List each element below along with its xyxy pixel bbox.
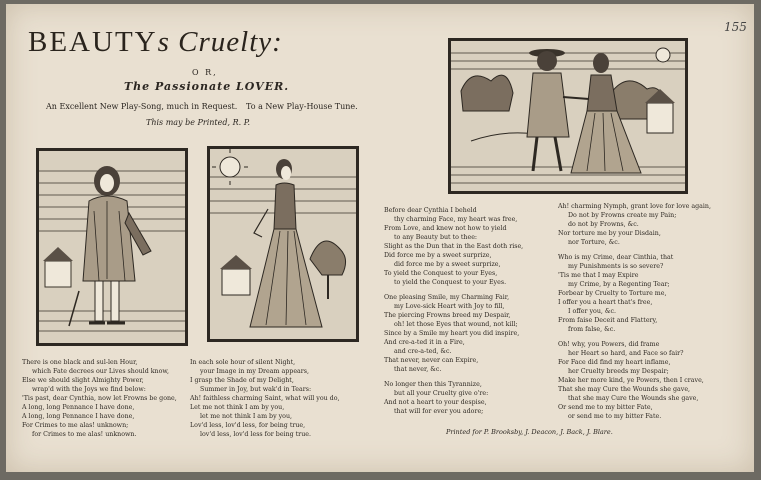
verse-line: let me not think I am by you, <box>200 413 293 420</box>
verse-line: That never, never can Expire, <box>384 357 479 364</box>
broadside-sheet <box>6 4 754 472</box>
verse-line: Did force me by a sweet surprize, <box>384 252 492 259</box>
verse-line: Slight as the Dun that in the East doth rise, <box>384 243 524 250</box>
verse-line: In each sole hour of silent Night, <box>190 359 296 366</box>
verse-line: did force me by a sweet surprize, <box>394 261 501 268</box>
title-rest: s Cruelty: <box>157 26 283 58</box>
verse-column-4 <box>558 202 754 421</box>
verse-line: Ah! faithless charming Saint, what will you do, <box>190 395 340 402</box>
verse-column-3 <box>384 206 552 416</box>
verse-line: Else we should slight Almighty Power, <box>22 377 144 384</box>
verse-line: Lov'd less, lov'd less, for being true, <box>190 422 306 429</box>
verse-line: I grasp the Shade of my Delight, <box>190 377 294 384</box>
verse-line: From faise Deceit and Flattery, <box>558 317 658 324</box>
verse-column-2 <box>190 358 350 439</box>
printer-imprint: Printed for P. Brooksby, J. Deacon, J. Back, J. Blare. <box>446 428 613 436</box>
verse-line: No longer then this Tyrannize, <box>384 381 482 388</box>
verse-column-1 <box>22 358 187 439</box>
verse-line: Or send me to my bitter Fate, <box>558 404 653 411</box>
verse-line: which Fate decrees our Lives should know, <box>32 368 170 375</box>
license-line: This may be Printed, R. P. <box>146 118 250 127</box>
verse-line: 'Tis past, dear Cynthia, now let Frowns be gone, <box>22 395 177 402</box>
verse-line: There is one black and sul-len Hour, <box>22 359 138 366</box>
verse-line: to yield the Conquest to your Eyes. <box>394 279 507 286</box>
woodcut-lady <box>207 146 359 342</box>
verse-line: Since by a Smile my heart you did inspire, <box>384 330 520 337</box>
verse-line: her Heart so hard, and Face so fair? <box>568 350 684 357</box>
verse-line: From Love, and knew not how to yield <box>384 225 507 232</box>
or-line: O R, <box>192 68 218 77</box>
verse-line: my Crime, by a Regenting Tear; <box>568 281 670 288</box>
verse-line: Nor torture me by your Disdain, <box>558 230 661 237</box>
verse-line: nor Torture, &c. <box>568 239 620 246</box>
verse-line: that she may Cure the Wounds she gave, <box>568 395 699 402</box>
verse-line: A long, long Pennance I have done, <box>22 404 135 411</box>
verse-line: To yield the Conquest to your Eyes, <box>384 270 498 277</box>
verse-line: 'Tis me that I may Expire <box>558 272 639 279</box>
verse-line: I offer you a heart that's free, <box>558 299 653 306</box>
verse-line: Ah! charming Nymph, grant love for love again, <box>558 203 711 210</box>
ballad-title <box>28 26 283 59</box>
verse-line: And not a heart to your despise, <box>384 399 487 406</box>
verse-line: Summer in Joy, but wak'd in Tears: <box>200 386 312 393</box>
verse-line: for Crimes to me alas! unknown. <box>32 431 137 438</box>
verse-line: oh! let those Eyes that wound, not kill; <box>394 321 518 328</box>
verse-line: Let me not think I am by you, <box>190 404 285 411</box>
page-number: 155 <box>724 20 747 34</box>
verse-line: your Image in my Dream appears, <box>200 368 310 375</box>
verse-line: And cre-a-ted it in a Fire, <box>384 339 465 346</box>
verse-line: Who is my Crime, dear Cinthia, that <box>558 254 674 261</box>
verse-line: The piercing Frowns breed my Despair, <box>384 312 511 319</box>
verse-line: to any Beauty but to thee: <box>394 234 478 241</box>
verse-line: from false, &c. <box>568 326 616 333</box>
verse-line: her Cruelty breeds my Despair; <box>568 368 669 375</box>
description-line: An Excellent New Play-Song, much in Request. <box>46 102 238 111</box>
tune-line: To a New Play-House Tune. <box>246 102 358 111</box>
verse-line: That she may Cure the Wounds she gave, <box>558 386 691 393</box>
verse-line: thy charming Face, my heart was free, <box>394 216 518 223</box>
verse-line: One pleasing Smile, my Charming Fair, <box>384 294 510 301</box>
verse-line: For Face did find my heart inflame, <box>558 359 671 366</box>
verse-line: do not by Frowns, &c. <box>568 221 639 228</box>
verse-line: but all your Cruelty give o're: <box>394 390 489 397</box>
verse-line: my Love-sick Heart with Joy to fill, <box>394 303 505 310</box>
verse-line: A long, long Pennance I have done, <box>22 413 135 420</box>
verse-line: my Punishments is so severe? <box>568 263 664 270</box>
verse-line: Before dear Cynthia I beheld <box>384 207 477 214</box>
verse-line: Oh! why, you Powers, did frame <box>558 341 660 348</box>
woodcut-couple <box>448 38 688 194</box>
verse-line: Forbear by Cruelty to Torture me, <box>558 290 667 297</box>
subtitle: The Passionate LOVER. <box>124 80 290 93</box>
title-main: BEAUTY <box>28 26 158 58</box>
verse-line: For Crimes to me alas! unknown; <box>22 422 129 429</box>
verse-line: wrap'd with the Joys we find below: <box>32 386 146 393</box>
verse-line: I offer you, &c. <box>568 308 617 315</box>
verse-line: Do not by Frowns create my Pain; <box>568 212 677 219</box>
verse-line: that never, &c. <box>394 366 442 373</box>
verse-line: lov'd less, lov'd less for being true. <box>200 431 311 438</box>
woodcut-gentleman <box>36 148 188 346</box>
verse-line: that will for ever you adore; <box>394 408 484 415</box>
verse-line: Make her more kind, ye Powers, then I crave, <box>558 377 704 384</box>
verse-line: or send me to my bitter Fate. <box>568 413 662 420</box>
verse-line: and cre-a-ted, &c. <box>394 348 452 355</box>
